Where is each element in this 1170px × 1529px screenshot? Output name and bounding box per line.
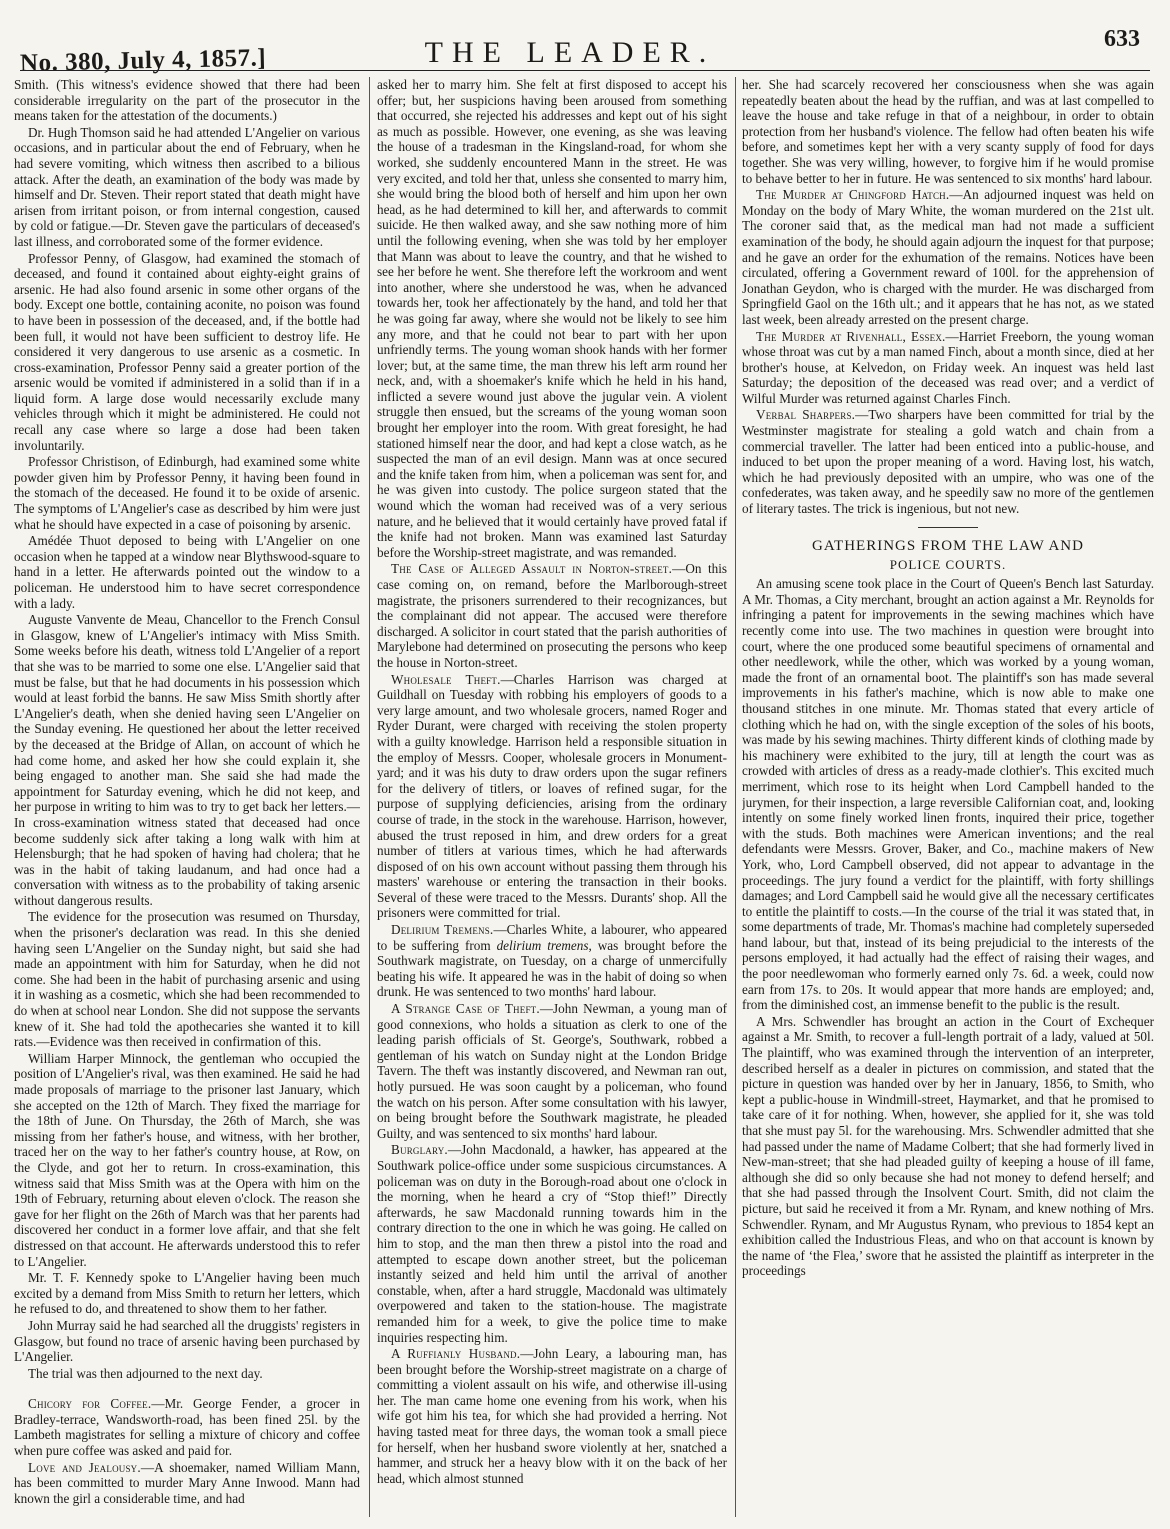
item-body: , was brought before the Southwark magistrate, on Tuesday, on a charge of unmercifully beating his wife. It appeared he was in the habit of doing so when drunk. He was sentenced to two months' hard labour.: [377, 937, 727, 1000]
item-heading: A Strange Case of Theft.: [391, 1001, 540, 1017]
paragraph: A Mrs. Schwendler has brought an action in the Court of Exchequer against a Mr. Smith, to recover a full-length portrait of a lady, valued at 50l. The plaintiff, who was examined through the intervention of an interpreter, described herself as a dealer in pictures on commission, and stated that the picture in question was handed over by her in January, 1856, to Smith, who kept a public-house in Windmill-street, Haymarket, and that he promised to take care of it for nothing. When, however, she applied for it, she was told that she must pay 5l. for the warehousing. Mrs. Schwendler admitted that she had passed under the name of Madame Colbert; that she had formerly lived in New-man-street; that she had pleaded guilty of keeping a house of ill fame, although she did so only because she had not money to defend herself; and that she had passed through the Insolvent Court. Smith, did not claim the picture, but said he received it from a Mr. Rynam, and knew nothing of Mrs. Schwendler. Rynam, and Mr Augustus Rynam, who previous to 1854 kept an exhibition called the Industrious Fleas, and who on that account is known by the name of ‘the Flea,’ swore that he assisted the plaintiff as interpreter in the proceedings: [742, 1013, 1154, 1279]
news-item: [742, 407, 1154, 516]
column-1: [14, 77, 360, 1517]
item-heading: Delirium Tremens.: [391, 922, 494, 938]
issue-number: No. 380, July 4, 1857.]: [19, 44, 267, 77]
paragraph: asked her to marry him. She felt at first disposed to accept his offer; but, her suspicions having been aroused from something that occurred, she rejected his addresses and kept out of his sight as much as possible. However, one evening, as she was leaving the house of a tradesman in the Kingsland-road, for whom she worked, she suddenly encountered Mann in the street. He was very excited, and told her that, unless she consented to marry him, she would bring the blood both of herself and him upon her own head, as he had determined to kill her, and afterwards to commit suicide. He then walked away, and she saw nothing more of him until the following evening, when she was told by her employer that Mann was about to leave the country, and that he wished to see her before he went. She therefore left the workroom and went into another, where she understood he was, when he advanced towards her, took her affectionately by the hand, and told her that he was going far away, where she would not be likely to see him any more, and that he could not bear to part with her upon unfriendly terms. The young woman shook hands with her former lover; but, at the same time, the man threw his left arm round her neck, and, with a shoemaker's knife which he held in his hand, inflicted a severe wound just above the jugular vein. A violent struggle then ensued, but the screams of the young woman soon brought her employer into the room. With great foresight, he had stationed himself near the door, and had kept a close watch, as he suspected the man of an evil design. Mann was at once secured and the knife taken from him, when a policeman was sent for, and he was given into custody. The police surgeon stated that the wound which the woman had received was of a very serious nature, and he believed that it would certainly have proved fatal if the knife had not broken. Mann was examined last Saturday before the Worship-street magistrate, and was remanded.: [377, 77, 727, 560]
item-heading: The Murder at Rivenhall, Essex.: [756, 328, 946, 344]
paragraph: her. She had scarcely recovered her consciousness when she was again repeatedly beaten about the head by the ruffian, and was at last compelled to leave the house and take refuge in that of a neighbour, in order to obtain protection from her husband's violence. The fellow had often beaten his wife before, and sometimes kept her with a very scanty supply of food for days together. She was very willing, however, to forgive him if he would promise to behave better to her in future. He was sentenced to six months' hard labour.: [742, 77, 1154, 186]
item-italic: delirium tremens: [496, 937, 589, 953]
news-item: [377, 922, 727, 1000]
news-item: [377, 1346, 727, 1486]
item-heading: Love and Jealousy.: [28, 1459, 141, 1475]
item-body: —Charles White, a labourer, who appeared to be suffering from: [377, 922, 727, 953]
column-divider: [735, 77, 736, 1517]
column-divider: [369, 77, 370, 1517]
item-heading: A Ruffianly Husband.: [391, 1346, 521, 1362]
column-2: [377, 77, 727, 1517]
section-title: GATHERINGS FROM THE LAW AND: [812, 537, 1084, 554]
paragraph: Amédée Thuot deposed to being with L'Angelier on one occasion when he tapped at a window near Blythswood-square to hand in a letter. He afterwards pointed out the window to a policeman. He understood him to have secret correspondence with a lady.: [14, 533, 360, 611]
item-body: —An adjourned inquest was held on Monday on the body of Mary White, the woman murdered on the 21st ult. The coroner said that, as the medical man had not made a sufficient examination of the body, he should again adjourn the inquest for that purpose; and he gave an order for the exhumation of the remains. Notices have been circulated, offering a Government reward of 100l. for the apprehension of Jonathan Geydon, who is charged with the murder. He was discharged from Springfield Gaol on the 16th ult.; and it appears that he has not, as we stated last week, been already arrested on the present charge.: [742, 187, 1154, 327]
item-body: —Harriet Freeborn, the young woman whose throat was cut by a man named Finch, about a month since, died at her brother's house, at Kelvedon, on Friday week. An inquest was held last Saturday; the deposition of the deceased was read over; and a verdict of Wilful Murder was returned against Charles Finch.: [742, 328, 1154, 406]
item-body: —John Newman, a young man of good connexions, who holds a situation as clerk to one of the leading parish officials of St. George's, Southwark, robbed a gentleman of his watch on Sunday night at the London Bridge Tavern. The theft was instantly discovered, and Newman ran out, hotly pursued. He was soon caught by a policeman, who found the watch on his person. After some consultation with his lawyer, on being brought before the Southwark magistrate, he pleaded Guilty, and was sentenced to six months' hard labour.: [377, 1001, 727, 1141]
item-heading: Burglary.: [391, 1142, 448, 1158]
item-body: —Two sharpers have been committed for trial by the Westminster magistrate for stealing a gold watch and chain from a commercial traveller. The latter had been enticed into a public-house, and induced to bet upon the proper meaning of a word. Having lost, his watch, which he had previously deposited with an umpire, who was one of the confederates, was taken away, and he speedily saw no more of the gentlemen of literary tastes. The trick is ingenious, but not new.: [742, 407, 1154, 517]
paragraph: Mr. T. F. Kennedy spoke to L'Angelier having been much excited by a demand from Miss Smith to return her letters, which he refused to do, and threatened to show them to her father.: [14, 1270, 360, 1317]
header-rule: [20, 70, 1150, 71]
news-item: [14, 1460, 360, 1507]
item-body: —John Macdonald, a hawker, has appeared at the Southwark police-office under some suspicious circumstances. A policeman was on duty in the Borough-road about one o'clock in the morning, when he heard a cry of “Stop thief!” Directly afterwards, he saw Macdonald running towards him in the contrary direction to the one in which he was going. He called on him to stop, and the man then threw a pistol into the road and attempted to escape down another street, but the policeman instantly seized and held him until the arrival of another constable, when, after a hard struggle, Macdonald was ultimately overpowered and taken to the station-house. The magistrate remanded him for a week, to give the police time to make inquiries respecting him.: [377, 1142, 727, 1345]
news-item: [14, 1396, 360, 1458]
item-heading: Verbal Sharpers.: [756, 407, 856, 423]
paper-title: THE LEADER.: [424, 36, 716, 69]
paragraph: An amusing scene took place in the Court of Queen's Bench last Saturday. A Mr. Thomas, a City merchant, brought an action against a Mr. Reynolds for infringing a patent for improvements in the sewing machines which have recently come into use. The two machines in question were brought into court, where the one produced some beautiful specimens of ornamental and other needlework, while the other, which was worked by a young woman, made the front of an ornamental boot. The plaintiff's son has made several improvements in his father's machine, which is now able to make one thousand stitches in one minute. Mr. Thomas stated that every article of clothing which he had on, with the single exception of the soles of his boots, was made by his sewing machines. Thirty different kinds of clothing made by his machinery were exhibited to the jury, till at length the court was as crowded with articles of dress as a ready-made clothier's. This excited much merriment, which rose to its height when Lord Campbell handed to the jurymen, for their inspection, a large reversible Californian coat, and, looking intently on some finely worked linen fronts, inquired their price, together with the studs. Both machines were American inventions; and the real defendants were Messrs. Grover, Baker, and Co., machine makers of New York, who, Lord Campbell observed, did not appear to advantage in the proceedings. The jury found a verdict for the plaintiff, with forty shillings damages; and Lord Campbell said he would give all the necessary certificates to entitle the plaintiff to costs.—In the course of the trial it was stated that, in some departments of trade, Mr. Thomas's machine had completely superseded hand labour, but that, instead of its being prejudicial to the interests of the persons employed, it had actually had the effect of raising their wages, and the poor needlewoman who formerly earned only 7s. 6d. a week, could now earn from 17s. to 20s. It would appear that more hands are employed; and, from the diminished cost, an immense benefit to the public is the result.: [742, 576, 1154, 1013]
news-item: [377, 1142, 727, 1345]
paragraph: The evidence for the prosecution was resumed on Thursday, when the prisoner's declaration was read. In this she denied having seen L'Angelier on the Sunday night, but said she had made an appointment with him for Saturday, when he did not come. She had been in the habit of purchasing arsenic and using it in washing as a cosmetic, which she had been recommended to do when at school near London. She did not suppose the servants knew of it. She had told the apothecaries she wanted it to kill rats.—Evidence was then received in confirmation of this.: [14, 909, 360, 1050]
paragraph: Auguste Vanvente de Meau, Chancellor to the French Consul in Glasgow, knew of L'Angelier's intimacy with Miss Smith. Some weeks before his death, witness told L'Angelier of a report that she was to be married to some one else. L'Angelier said that must be false, but that he had documents in his possession which would at least forbid the banns. He saw Miss Smith shortly after L'Angelier's death, when she denied having seen L'Angelier on the Sunday evening. He questioned her about the letter received by the deceased at the Bridge of Allan, on account of which he had come home, and asked her how she could explain it, she being engaged to another man. She said she had made the appointment for Saturday evening, which he did not keep, and her purpose in writing to him was to try to get back her letters.—In cross-examination witness stated that deceased had once become suddenly sick after taking a long walk with him at Helensburgh; that he had spoken of having had cholera; that he was in the habit of taking laudanum, and had once had a conversation with witness as to the probability of taking arsenic without dangerous results.: [14, 612, 360, 908]
spacer: [14, 1382, 360, 1396]
paragraph: Smith. (This witness's evidence showed that there had been considerable irregularity on the part of the prosecutor in the means taken for the attestation of the documents.): [14, 77, 360, 124]
item-body: —A shoemaker, named William Mann, has been committed to murder Mary Anne Inwood. Mann had known the girl a considerable time, and had: [14, 1459, 360, 1506]
paragraph: John Murray said he had searched all the druggists' registers in Glasgow, but found no trace of arsenic having been purchased by L'Angelier.: [14, 1317, 360, 1365]
news-item: [742, 187, 1154, 327]
item-body: —On this case coming on, on remand, before the Marlborough-street magistrate, the prisoners surrendered to their recognizances, but the complainant did not appear. The accused were therefore discharged. A solicitor in court stated that the parish authorities of Marylebone had determined on prosecuting the persons who keep the house in Norton-street.: [377, 561, 727, 670]
paragraph: Professor Penny, of Glasgow, had examined the stomach of deceased, and found it contained about eighty-eight grains of arsenic. He had also found arsenic in some other organs of the body. Except one bottle, containing aconite, no poison was found to have been in possession of the deceased, and, if the bottle had been full, it would not have been sufficient to destroy life. He considered it very dangerous to use arsenic as a cosmetic. In cross-examination, Professor Penny said a greater portion of the arsenic would be vomited if administered in a solid than if in a liquid form. A large dose would necessarily exclude many vehicles through which it might be administered. He could not recall any case where so large a dose had been taken involuntarily.: [14, 250, 360, 453]
news-item: [377, 672, 727, 922]
item-heading: The Murder at Chingford Hatch.: [756, 187, 950, 203]
item-heading: Chicory for Coffee.: [28, 1396, 152, 1412]
column-3: [742, 77, 1154, 1517]
section-subtitle: POLICE COURTS.: [889, 556, 1007, 572]
item-heading: Wholesale Theft.: [391, 671, 501, 687]
item-heading: The Case of Alleged Assault in Norton-street.: [391, 561, 673, 577]
section-rule: [918, 527, 978, 528]
paragraph: William Harper Minnock, the gentleman who occupied the position of L'Angelier's rival, was then examined. He said he had made proposals of marriage to the prisoner last January, which she accepted on the 12th of March. They fixed the marriage for the 18th of June. On Thursday, the 26th of March, she was missing from her father's house, and witness, with her brother, traced her on the way to her father's country house, at Row, on the Clyde, and got her to return. In cross-examination, this witness said that Miss Smith was at the Opera with him on the 19th of February, returning about eleven o'clock. The reason she gave for her flight on the 26th of March was that her parents had discovered her conduct in a former love affair, and that she felt distressed on that account. He afterwards understood this to refer to L'Angelier.: [14, 1050, 360, 1269]
page-number: 633: [1104, 26, 1140, 52]
paragraph: Dr. Hugh Thomson said he had attended L'Angelier on various occasions, and in particular about the end of February, when he had severe vomiting, which witness then ascribed to a bilious attack. After the death, an examination of the body was made by himself and Dr. Steven. Their report stated that death might have arisen from irritant poison, or from internal congestion, caused by cold or fatigue.—Dr. Steven gave the particulars of deceased's last illness, and corroborated some of the former evidence.: [14, 124, 360, 249]
news-item: [377, 561, 727, 670]
news-item: [742, 329, 1154, 407]
paragraph: The trial was then adjourned to the next day.: [28, 1365, 263, 1381]
item-body: —Charles Harrison was charged at Guildhall on Tuesday with robbing his employers of goods to a very large amount, and two wholesale grocers, named Roger and Ryder Durant, were charged with receiving the stolen property with a guilty knowledge. Harrison held a responsible situation in the employ of Messrs. Cooper, wholesale grocers in Monument-yard; and it was his duty to draw orders upon the sugar refiners for the delivery of titlers, or loaves of refined sugar, for the purpose of supplying deficiencies, arising from the ordinary course of trade, in the stock in the warehouse. Harrison, however, abused the trust reposed in him, and drew orders for a great number of titlers at various times, which he had afterwards disposed of on his own account without passing them through his masters' warehouse or entering the transaction in their books. Several of these were traced to the Messrs. Durants' shop. All the prisoners were committed for trial.: [377, 671, 727, 921]
item-body: —John Leary, a labouring man, has been brought before the Worship-street magistrate on a charge of committing a violent assault on his wife, and otherwise ill-using her. The man came home one evening from his work, when his wife got him his tea, for which she had provided a herring. Not having tasted meat for three days, the woman took a small piece for herself, when her husband swore violently at her, snatched a hammer, and struck her a heavy blow with it on the back of her head, which almost stunned: [377, 1346, 727, 1486]
news-item: [377, 1001, 727, 1141]
paragraph: Professor Christison, of Edinburgh, had examined some white powder given him by Professor Penny, it having been found in the stomach of the deceased. He found it to be oxide of arsenic. The symptoms of L'Angelier's case as described by him were just what he should have expected in a case of poisoning by arsenic.: [14, 454, 360, 532]
item-body: —Mr. George Fender, a grocer in Bradley-terrace, Wandsworth-road, has been fined 25l. by the Lambeth magistrates for selling a mixture of chicory and coffee when pure coffee was asked and paid for.: [14, 1396, 360, 1459]
